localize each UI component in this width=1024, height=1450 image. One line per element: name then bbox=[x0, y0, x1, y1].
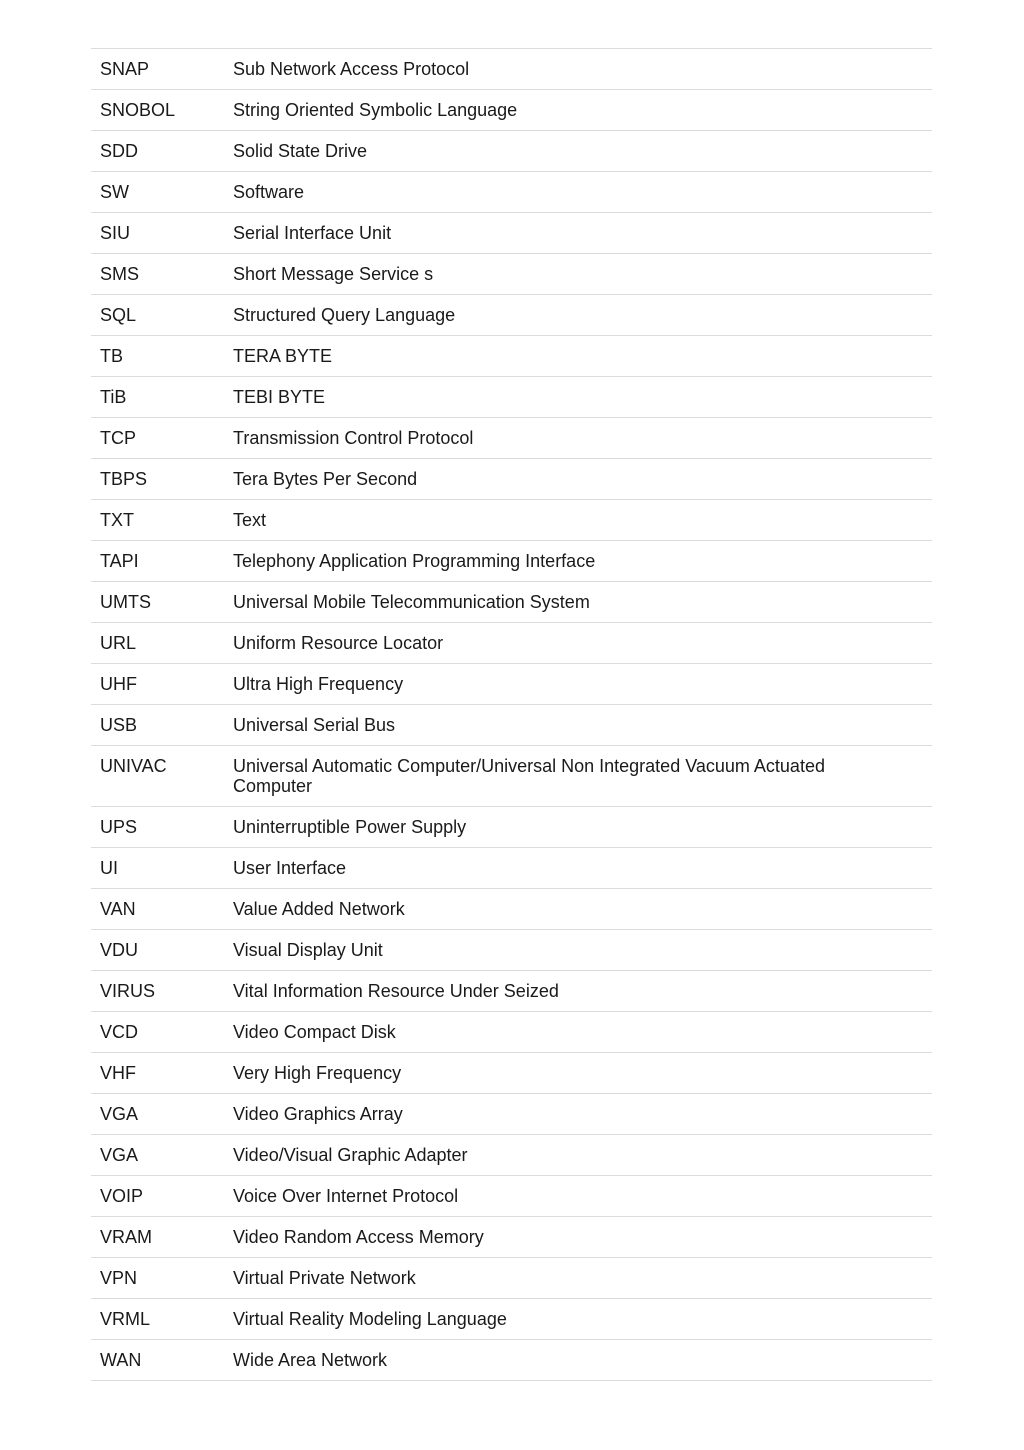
table-row bbox=[91, 971, 932, 1012]
full-form-cell: Very High Frequency bbox=[233, 1063, 402, 1083]
table-row bbox=[91, 377, 932, 418]
table-row bbox=[91, 459, 932, 500]
abbreviation-cell: TB bbox=[100, 346, 124, 366]
full-form-cell: Telephony Application Programming Interface bbox=[233, 551, 596, 571]
full-form-cell: Uninterruptible Power Supply bbox=[233, 817, 467, 837]
abbreviation-cell: WAN bbox=[100, 1350, 142, 1370]
abbreviation-cell: SNAP bbox=[100, 59, 150, 79]
full-form-cell: User Interface bbox=[233, 858, 347, 878]
table-row bbox=[91, 1135, 932, 1176]
table-row bbox=[91, 1217, 932, 1258]
full-form-cell: Value Added Network bbox=[233, 899, 405, 919]
full-form-cell: Universal Automatic Computer/Universal Non Integrated Vacuum Actuated Computer bbox=[233, 756, 825, 796]
abbreviation-cell: UPS bbox=[100, 817, 138, 837]
table-row bbox=[91, 1053, 932, 1094]
table-row bbox=[91, 500, 932, 541]
table-row bbox=[91, 172, 932, 213]
abbreviation-cell: SQL bbox=[100, 305, 137, 325]
abbreviation-cell: TCP bbox=[100, 428, 136, 448]
full-form-cell: Universal Mobile Telecommunication System bbox=[233, 592, 590, 612]
full-form-cell: Visual Display Unit bbox=[233, 940, 383, 960]
full-form-cell: Video Graphics Array bbox=[233, 1104, 403, 1124]
full-form-cell: Solid State Drive bbox=[233, 141, 368, 161]
abbreviation-cell: UNIVAC bbox=[100, 756, 167, 776]
full-form-cell: Short Message Service s bbox=[233, 264, 434, 284]
abbreviation-cell: UI bbox=[100, 858, 118, 878]
abbreviation-cell: VOIP bbox=[100, 1186, 144, 1206]
full-form-cell: Text bbox=[233, 510, 267, 530]
table-row bbox=[91, 807, 932, 848]
full-form-cell: Structured Query Language bbox=[233, 305, 456, 325]
full-form-cell: Serial Interface Unit bbox=[233, 223, 392, 243]
full-form-cell: TEBI BYTE bbox=[233, 387, 326, 407]
abbreviation-cell: VCD bbox=[100, 1022, 139, 1042]
abbreviation-cell: TiB bbox=[100, 387, 127, 407]
full-form-cell: Universal Serial Bus bbox=[233, 715, 396, 735]
abbreviation-cell: VDU bbox=[100, 940, 139, 960]
table-row bbox=[91, 848, 932, 889]
abbreviation-cell: VRML bbox=[100, 1309, 151, 1329]
table-row bbox=[91, 1340, 932, 1381]
table-row bbox=[91, 582, 932, 623]
abbreviation-cell: TAPI bbox=[100, 551, 139, 571]
full-form-cell: Video/Visual Graphic Adapter bbox=[233, 1145, 468, 1165]
table-row bbox=[91, 1258, 932, 1299]
abbreviation-cell: VGA bbox=[100, 1104, 139, 1124]
table-row bbox=[91, 1176, 932, 1217]
table-row bbox=[91, 623, 932, 664]
full-form-cell: Uniform Resource Locator bbox=[233, 633, 444, 653]
abbreviation-cell: SMS bbox=[100, 264, 140, 284]
table-row bbox=[91, 336, 932, 377]
table-row bbox=[91, 254, 932, 295]
abbreviation-cell: SDD bbox=[100, 141, 139, 161]
full-form-cell: Vital Information Resource Under Seized bbox=[233, 981, 559, 1001]
abbreviation-cell: TBPS bbox=[100, 469, 148, 489]
table-row bbox=[91, 418, 932, 459]
full-form-cell: Sub Network Access Protocol bbox=[233, 59, 470, 79]
abbreviation-cell: VIRUS bbox=[100, 981, 156, 1001]
full-form-cell: Virtual Private Network bbox=[233, 1268, 416, 1288]
full-form-cell: TERA BYTE bbox=[233, 346, 333, 366]
table-row bbox=[91, 131, 932, 172]
full-form-cell: Voice Over Internet Protocol bbox=[233, 1186, 459, 1206]
abbreviation-cell: SW bbox=[100, 182, 129, 202]
full-form-cell: Video Random Access Memory bbox=[233, 1227, 484, 1247]
full-form-cell: Virtual Reality Modeling Language bbox=[233, 1309, 507, 1329]
abbreviation-cell: VHF bbox=[100, 1063, 136, 1083]
table-row bbox=[91, 213, 932, 254]
abbreviation-cell: TXT bbox=[100, 510, 134, 530]
abbreviation-cell: SNOBOL bbox=[100, 100, 176, 120]
table-row bbox=[91, 49, 932, 90]
abbreviation-cell: UMTS bbox=[100, 592, 151, 612]
table-row bbox=[91, 705, 932, 746]
full-form-cell: Software bbox=[233, 182, 305, 202]
abbreviation-cell: SIU bbox=[100, 223, 131, 243]
table-row bbox=[91, 1012, 932, 1053]
table-row bbox=[91, 541, 932, 582]
full-form-cell: Wide Area Network bbox=[233, 1350, 388, 1370]
table-row bbox=[91, 295, 932, 336]
full-form-cell: String Oriented Symbolic Language bbox=[233, 100, 518, 120]
full-form-cell: Tera Bytes Per Second bbox=[233, 469, 418, 489]
abbreviation-cell: VPN bbox=[100, 1268, 138, 1288]
abbreviation-cell: VGA bbox=[100, 1145, 139, 1165]
table-row bbox=[91, 889, 932, 930]
table-row bbox=[91, 664, 932, 705]
full-form-cell: Transmission Control Protocol bbox=[233, 428, 474, 448]
abbreviation-table bbox=[91, 48, 932, 1381]
abbreviation-cell: USB bbox=[100, 715, 138, 735]
abbreviation-cell: UHF bbox=[100, 674, 137, 694]
abbreviation-cell: VAN bbox=[100, 899, 136, 919]
full-form-cell: Video Compact Disk bbox=[233, 1022, 396, 1042]
table-row bbox=[91, 1299, 932, 1340]
abbreviation-cell: VRAM bbox=[100, 1227, 153, 1247]
full-form-cell: Ultra High Frequency bbox=[233, 674, 404, 694]
table-row bbox=[91, 1094, 932, 1135]
table-row bbox=[91, 746, 932, 807]
table-row bbox=[91, 90, 932, 131]
table-row bbox=[91, 930, 932, 971]
abbreviation-cell: URL bbox=[100, 633, 137, 653]
